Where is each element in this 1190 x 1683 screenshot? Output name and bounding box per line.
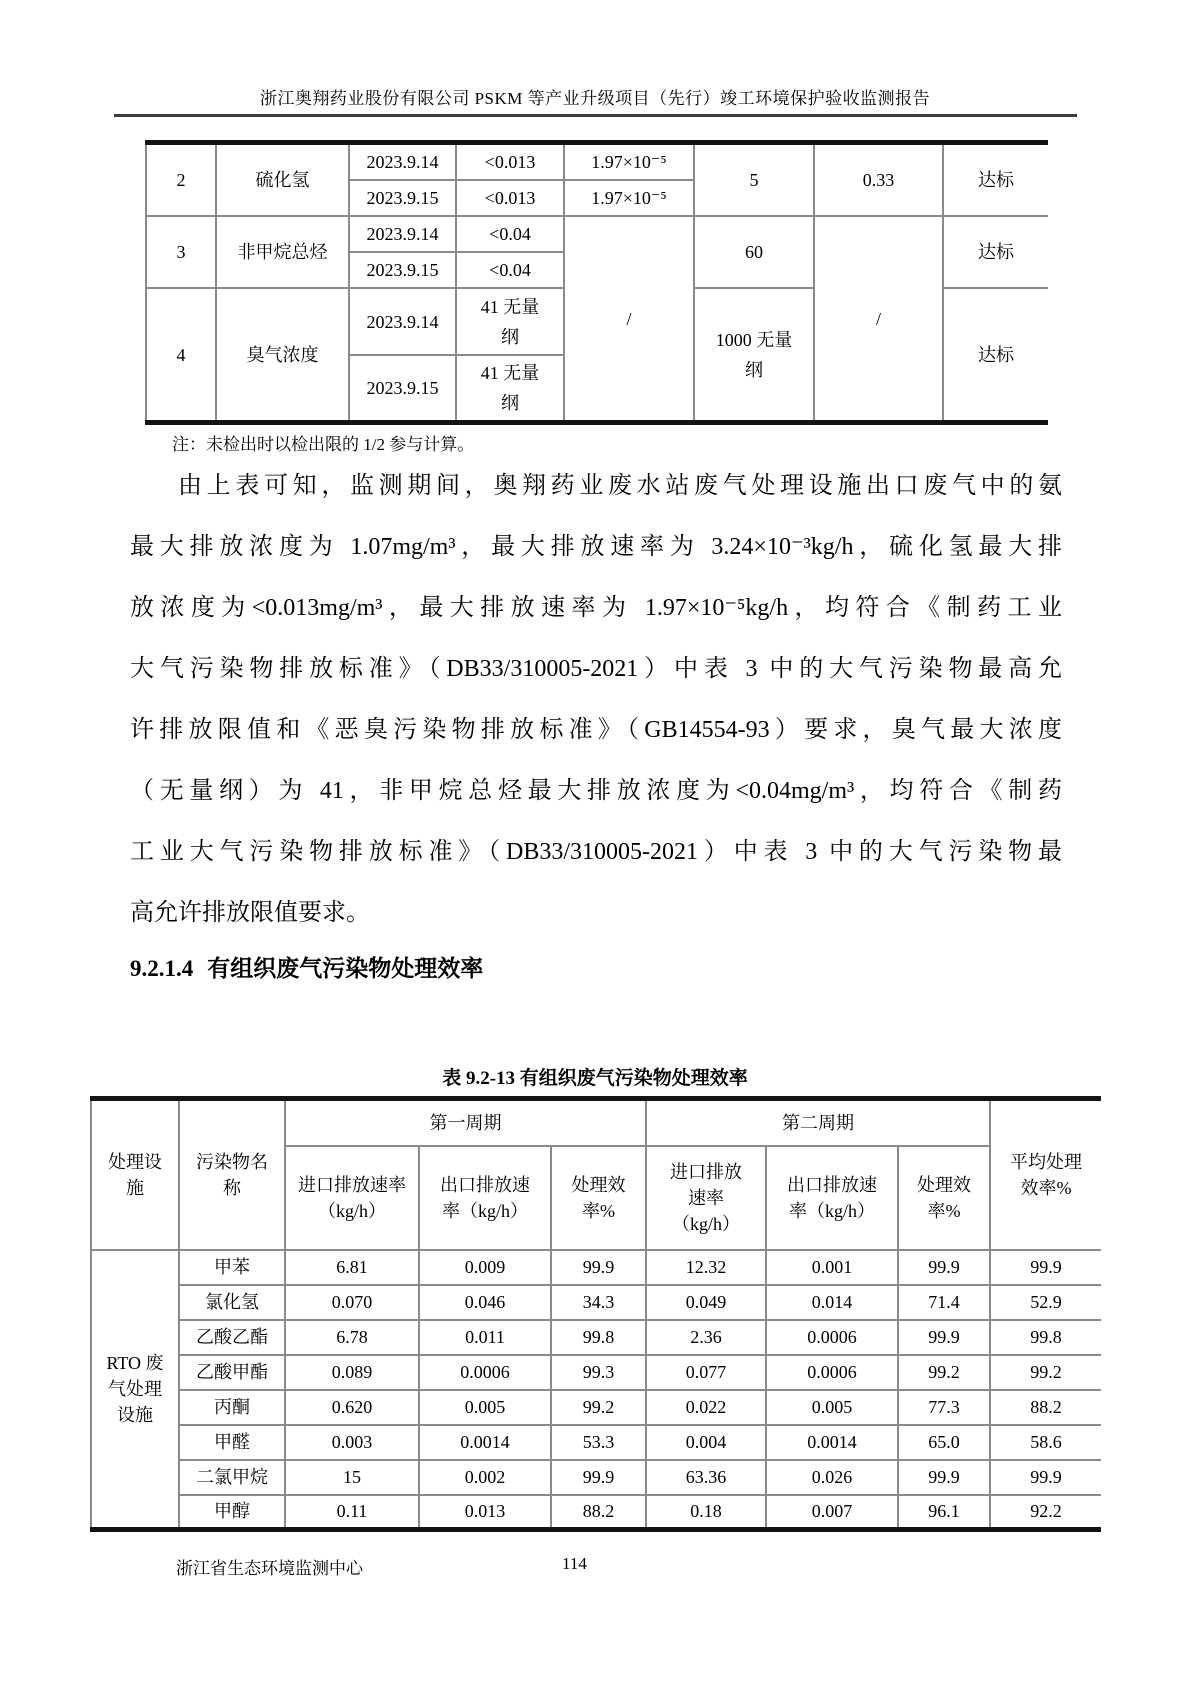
outlet-rate-2: 0.007 bbox=[766, 1495, 898, 1530]
outlet-rate-2: 0.005 bbox=[766, 1390, 898, 1425]
pollutant-cell: 甲苯 bbox=[179, 1250, 285, 1285]
efficiency-2: 77.3 bbox=[898, 1390, 990, 1425]
outlet-rate-2: 0.0006 bbox=[766, 1355, 898, 1390]
col-header-facility: 处理设施 bbox=[91, 1099, 179, 1250]
section-number: 9.2.1.4 bbox=[130, 956, 194, 981]
table-row bbox=[91, 1460, 1101, 1495]
monitoring-results-table bbox=[145, 140, 1048, 425]
inlet-rate-2: 0.077 bbox=[646, 1355, 766, 1390]
sample-date: 2023.9.14 bbox=[349, 216, 456, 252]
compliance-result: 达标 bbox=[943, 216, 1048, 288]
inlet-rate-2: 0.004 bbox=[646, 1425, 766, 1460]
col-header-cycle2: 第二周期 bbox=[646, 1099, 990, 1146]
facility-cell: RTO 废气处理设施 bbox=[91, 1250, 179, 1530]
body-paragraph bbox=[130, 456, 1062, 944]
sample-date: 2023.9.14 bbox=[349, 288, 456, 355]
pollutant-cell: 甲醇 bbox=[179, 1495, 285, 1530]
inlet-rate-1: 6.81 bbox=[285, 1250, 419, 1285]
avg-efficiency: 92.2 bbox=[990, 1495, 1101, 1530]
pollutant-cell: 丙酮 bbox=[179, 1390, 285, 1425]
efficiency-2: 99.9 bbox=[898, 1460, 990, 1495]
row-no: 4 bbox=[146, 288, 216, 423]
outlet-rate-1: 0.002 bbox=[419, 1460, 551, 1495]
col-header-outlet-rate-2: 出口排放速率（kg/h） bbox=[766, 1146, 898, 1250]
inlet-rate-1: 0.003 bbox=[285, 1425, 419, 1460]
paragraph-line: 高允许排放限值要求。 bbox=[130, 900, 370, 926]
limit-rate: 0.33 bbox=[814, 143, 943, 217]
table-row bbox=[91, 1250, 1101, 1285]
table-row bbox=[146, 216, 1048, 252]
row-no: 3 bbox=[146, 216, 216, 288]
efficiency-2: 99.9 bbox=[898, 1250, 990, 1285]
avg-efficiency: 99.9 bbox=[990, 1250, 1101, 1285]
header-rule bbox=[114, 114, 1077, 117]
efficiency-2: 65.0 bbox=[898, 1425, 990, 1460]
pollutant-name: 硫化氢 bbox=[216, 143, 349, 217]
limit-concentration: 60 bbox=[694, 216, 814, 288]
pollutant-cell: 乙酸乙酯 bbox=[179, 1320, 285, 1355]
footer-page-number: 114 bbox=[562, 1554, 587, 1573]
outlet-rate-2: 0.0006 bbox=[766, 1320, 898, 1355]
paragraph-line: 放浓度为<0.013mg/m³，最大排放速率为 1.97×10⁻⁵kg/h，均符合《制药工业 bbox=[130, 595, 1062, 621]
col-header-pollutant: 污染物名称 bbox=[179, 1099, 285, 1250]
avg-efficiency: 99.8 bbox=[990, 1320, 1101, 1355]
efficiency-1: 99.2 bbox=[551, 1390, 646, 1425]
efficiency-1: 99.3 bbox=[551, 1355, 646, 1390]
avg-efficiency: 88.2 bbox=[990, 1390, 1101, 1425]
pollutant-cell: 二氯甲烷 bbox=[179, 1460, 285, 1495]
efficiency-1: 99.9 bbox=[551, 1460, 646, 1495]
efficiency-1: 99.8 bbox=[551, 1320, 646, 1355]
measured-concentration: <0.04 bbox=[456, 252, 564, 288]
paragraph-line: 最大排放浓度为 1.07mg/m³，最大排放速率为 3.24×10⁻³kg/h，硫化氢最大排 bbox=[130, 534, 1062, 560]
sample-date: 2023.9.15 bbox=[349, 252, 456, 288]
limit-concentration: 5 bbox=[694, 143, 814, 217]
avg-efficiency: 99.2 bbox=[990, 1355, 1101, 1390]
outlet-rate-1: 0.011 bbox=[419, 1320, 551, 1355]
avg-efficiency: 99.9 bbox=[990, 1460, 1101, 1495]
pollutant-name: 臭气浓度 bbox=[216, 288, 349, 423]
pollutant-cell: 甲醛 bbox=[179, 1425, 285, 1460]
outlet-rate-1: 0.005 bbox=[419, 1390, 551, 1425]
inlet-rate-1: 0.070 bbox=[285, 1285, 419, 1320]
outlet-rate-1: 0.013 bbox=[419, 1495, 551, 1530]
col-header-avg-efficiency: 平均处理效率% bbox=[990, 1099, 1101, 1250]
paragraph-line: 工业大气污染物排放标准》（DB33/310005-2021）中表 3 中的大气污染物最 bbox=[130, 839, 1062, 865]
col-header-efficiency-1: 处理效率% bbox=[551, 1146, 646, 1250]
outlet-rate-1: 0.009 bbox=[419, 1250, 551, 1285]
section-heading bbox=[130, 950, 483, 983]
treatment-efficiency-table bbox=[90, 1096, 1101, 1532]
compliance-result: 达标 bbox=[943, 288, 1048, 423]
measured-rate-merged: / bbox=[564, 216, 694, 423]
col-header-inlet-rate-2: 进口排放速率（kg/h） bbox=[646, 1146, 766, 1250]
efficiency-2: 99.9 bbox=[898, 1320, 990, 1355]
efficiency-2: 99.2 bbox=[898, 1355, 990, 1390]
measured-concentration: <0.04 bbox=[456, 216, 564, 252]
sample-date: 2023.9.14 bbox=[349, 143, 456, 181]
table-row bbox=[91, 1425, 1101, 1460]
inlet-rate-1: 0.620 bbox=[285, 1390, 419, 1425]
table-row bbox=[91, 1285, 1101, 1320]
inlet-rate-2: 0.18 bbox=[646, 1495, 766, 1530]
sample-date: 2023.9.15 bbox=[349, 180, 456, 216]
measured-rate: 1.97×10⁻⁵ bbox=[564, 180, 694, 216]
compliance-result: 达标 bbox=[943, 143, 1048, 217]
measured-concentration: <0.013 bbox=[456, 143, 564, 181]
inlet-rate-2: 0.022 bbox=[646, 1390, 766, 1425]
paragraph-line: 由上表可知，监测期间，奥翔药业废水站废气处理设施出口废气中的氨 bbox=[178, 473, 1062, 499]
avg-efficiency: 52.9 bbox=[990, 1285, 1101, 1320]
efficiency-1: 34.3 bbox=[551, 1285, 646, 1320]
outlet-rate-2: 0.026 bbox=[766, 1460, 898, 1495]
efficiency-1: 88.2 bbox=[551, 1495, 646, 1530]
measured-concentration: 41 无量纲 bbox=[456, 288, 564, 355]
paragraph-line: 许排放限值和《恶臭污染物排放标准》（GB14554-93）要求，臭气最大浓度 bbox=[130, 717, 1062, 743]
section-title: 有组织废气污染物处理效率 bbox=[207, 956, 484, 981]
efficiency-2: 96.1 bbox=[898, 1495, 990, 1530]
sample-date: 2023.9.15 bbox=[349, 355, 456, 423]
inlet-rate-2: 2.36 bbox=[646, 1320, 766, 1355]
limit-rate-merged: / bbox=[814, 216, 943, 423]
outlet-rate-1: 0.0006 bbox=[419, 1355, 551, 1390]
efficiency-1: 53.3 bbox=[551, 1425, 646, 1460]
table-row bbox=[91, 1390, 1101, 1425]
inlet-rate-1: 15 bbox=[285, 1460, 419, 1495]
header-row bbox=[91, 1099, 1101, 1146]
efficiency-1: 99.9 bbox=[551, 1250, 646, 1285]
table-row bbox=[91, 1495, 1101, 1530]
outlet-rate-2: 0.014 bbox=[766, 1285, 898, 1320]
row-no: 2 bbox=[146, 143, 216, 217]
outlet-rate-2: 0.0014 bbox=[766, 1425, 898, 1460]
measured-concentration: <0.013 bbox=[456, 180, 564, 216]
measured-rate: 1.97×10⁻⁵ bbox=[564, 143, 694, 181]
limit-concentration: 1000 无量纲 bbox=[694, 288, 814, 423]
pollutant-name: 非甲烷总烃 bbox=[216, 216, 349, 288]
measured-concentration: 41 无量纲 bbox=[456, 355, 564, 423]
col-header-outlet-rate-1: 出口排放速率（kg/h） bbox=[419, 1146, 551, 1250]
inlet-rate-2: 63.36 bbox=[646, 1460, 766, 1495]
table-row bbox=[91, 1320, 1101, 1355]
outlet-rate-1: 0.046 bbox=[419, 1285, 551, 1320]
table-note: 注：未检出时以检出限的 1/2 参与计算。 bbox=[172, 435, 475, 454]
outlet-rate-1: 0.0014 bbox=[419, 1425, 551, 1460]
col-header-inlet-rate-1: 进口排放速率（kg/h） bbox=[285, 1146, 419, 1250]
avg-efficiency: 58.6 bbox=[990, 1425, 1101, 1460]
col-header-efficiency-2: 处理效率% bbox=[898, 1146, 990, 1250]
paragraph-line: （无量纲）为 41，非甲烷总烃最大排放浓度为<0.04mg/m³，均符合《制药 bbox=[130, 778, 1062, 804]
pollutant-cell: 氯化氢 bbox=[179, 1285, 285, 1320]
inlet-rate-1: 0.089 bbox=[285, 1355, 419, 1390]
table-row bbox=[146, 143, 1048, 181]
report-header-title: 浙江奥翔药业股份有限公司 PSKM 等产业升级项目（先行）竣工环境保护验收监测报告 bbox=[259, 89, 931, 108]
inlet-rate-2: 0.049 bbox=[646, 1285, 766, 1320]
inlet-rate-2: 12.32 bbox=[646, 1250, 766, 1285]
inlet-rate-1: 6.78 bbox=[285, 1320, 419, 1355]
efficiency-2: 71.4 bbox=[898, 1285, 990, 1320]
table-caption: 表 9.2-13 有组织废气污染物处理效率 bbox=[442, 1068, 748, 1089]
col-header-cycle1: 第一周期 bbox=[285, 1099, 646, 1146]
paragraph-line: 大气污染物排放标准》（DB33/310005-2021）中表 3 中的大气污染物最高允 bbox=[130, 656, 1062, 682]
outlet-rate-2: 0.001 bbox=[766, 1250, 898, 1285]
table-row bbox=[91, 1355, 1101, 1390]
pollutant-cell: 乙酸甲酯 bbox=[179, 1355, 285, 1390]
inlet-rate-1: 0.11 bbox=[285, 1495, 419, 1530]
footer-organization: 浙江省生态环境监测中心 bbox=[176, 1559, 363, 1578]
